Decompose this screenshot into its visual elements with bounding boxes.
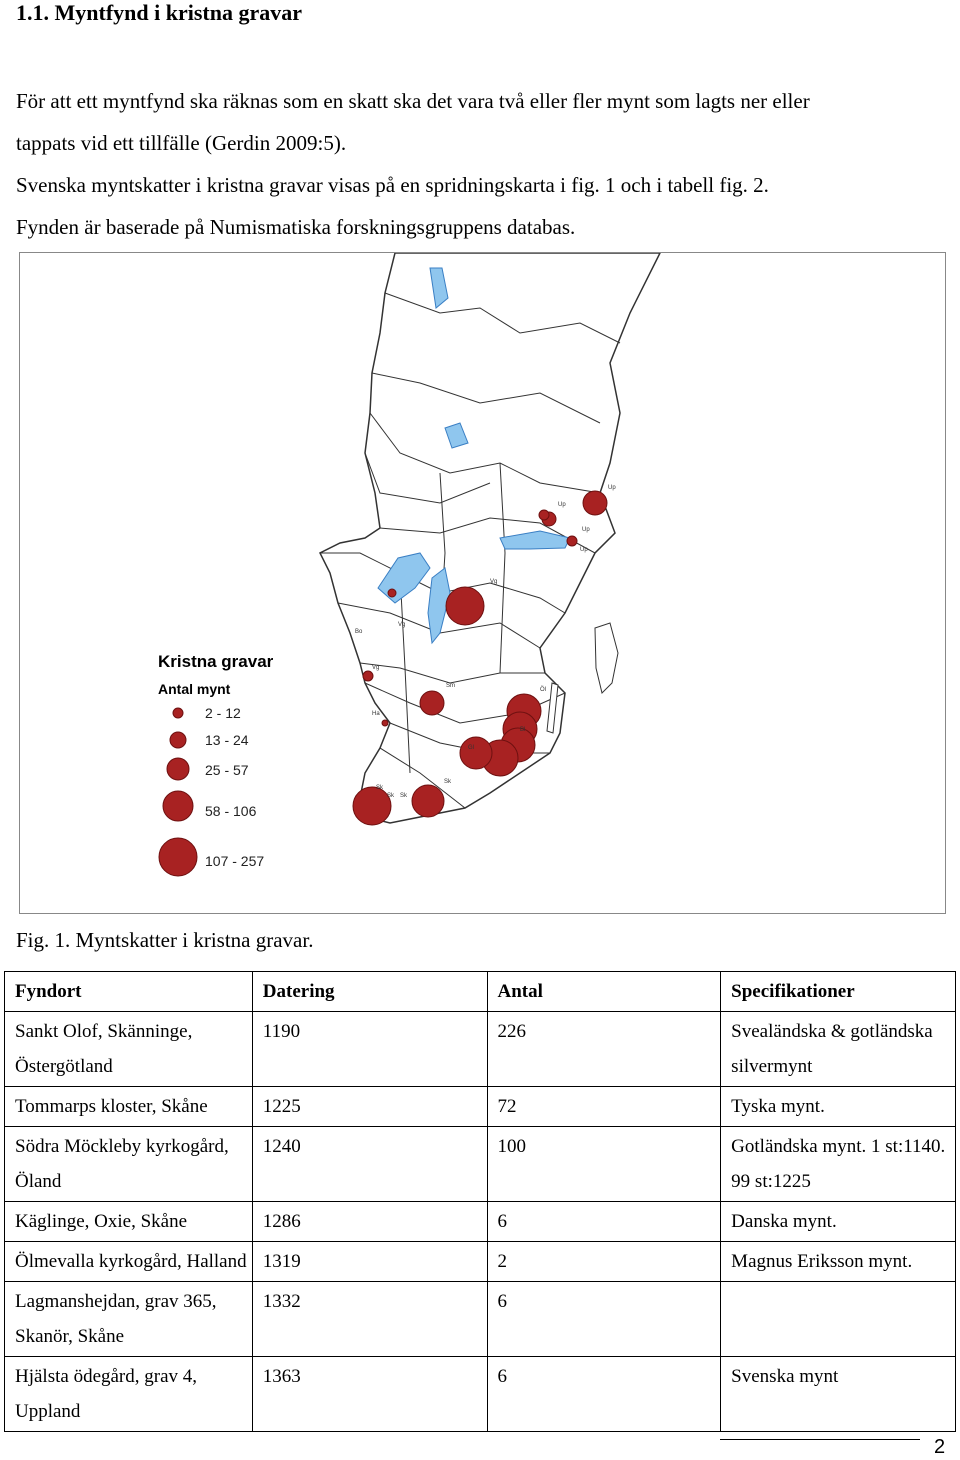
marker xyxy=(446,587,484,625)
table-cell: 100 xyxy=(487,1127,721,1202)
marker xyxy=(567,536,577,546)
table-cell: 226 xyxy=(487,1012,721,1087)
table-cell: 6 xyxy=(487,1202,721,1242)
marker xyxy=(382,720,388,726)
legend-class: 58 - 106 xyxy=(205,803,257,819)
legend-class: 25 - 57 xyxy=(205,762,249,778)
province-label: Ha xyxy=(372,711,380,717)
table-cell: Svealändska & gotländska silvermynt xyxy=(721,1012,956,1087)
paragraph-line: tappats vid ett tillfälle (Gerdin 2009:5). xyxy=(16,131,347,155)
table-row xyxy=(5,1127,956,1202)
legend-title: Kristna gravar xyxy=(158,652,274,671)
legend-class: 107 - 257 xyxy=(205,853,265,869)
table-cell: 1225 xyxy=(252,1087,487,1127)
province-label: Up xyxy=(580,547,588,553)
province-label: Up xyxy=(558,502,566,508)
table-cell: Käglinge, Oxie, Skåne xyxy=(5,1202,253,1242)
marker xyxy=(412,785,444,817)
table-cell: Tommarps kloster, Skåne xyxy=(5,1087,253,1127)
table-row xyxy=(5,1242,956,1282)
page-number: 2 xyxy=(934,1436,946,1458)
legend-subtitle: Antal mynt xyxy=(158,681,231,697)
legend-marker xyxy=(167,758,189,780)
table-row xyxy=(5,1202,956,1242)
province-label: Up xyxy=(582,527,590,533)
paragraph-line: Svenska myntskatter i kristna gravar visas på en spridningskarta i fig. 1 och i tabell fig. 2. xyxy=(16,173,769,197)
paragraph-line: Fynden är baserade på Numismatiska forskningsgruppens databas. xyxy=(16,215,576,239)
map-legend xyxy=(158,652,274,876)
legend-marker xyxy=(170,732,186,748)
province-label: Vg xyxy=(372,665,380,671)
paragraph-line: För att ett myntfynd ska räknas som en skatt ska det vara två eller fler mynt som lagts ner eller xyxy=(16,89,810,113)
column-header: Antal xyxy=(487,972,721,1012)
marker xyxy=(460,737,492,769)
table-cell: Gotländska mynt. 1 st:1140. 99 st:1225 xyxy=(721,1127,956,1202)
legend-class: 2 - 12 xyxy=(205,705,241,721)
figure-caption: Fig. 1. Myntskatter i kristna gravar. xyxy=(16,928,314,952)
table-cell: 2 xyxy=(487,1242,721,1282)
column-header: Specifikationer xyxy=(721,972,956,1012)
table-cell: 6 xyxy=(487,1282,721,1357)
marker xyxy=(583,491,607,515)
table-cell: Sankt Olof, Skänninge, Östergötland xyxy=(5,1012,253,1087)
column-header: Fyndort xyxy=(5,972,253,1012)
column-header: Datering xyxy=(252,972,487,1012)
table-cell: 1363 xyxy=(252,1357,487,1432)
table-cell: Lagmanshejdan, grav 365, Skanör, Skåne xyxy=(5,1282,253,1357)
legend-marker xyxy=(163,791,193,821)
table-cell: 1240 xyxy=(252,1127,487,1202)
table-cell: Södra Möckleby kyrkogård, Öland xyxy=(5,1127,253,1202)
table-cell: Ölmevalla kyrkogård, Halland xyxy=(5,1242,253,1282)
province-label: Bo xyxy=(355,629,363,635)
table-cell: 1286 xyxy=(252,1202,487,1242)
province-label: Sk xyxy=(444,779,452,785)
marker xyxy=(539,510,549,520)
table-cell xyxy=(721,1282,956,1357)
legend-marker xyxy=(173,708,183,718)
table-cell: 6 xyxy=(487,1357,721,1432)
marker xyxy=(353,787,391,825)
province-label: Vg xyxy=(398,622,406,628)
table-cell: Magnus Eriksson mynt. xyxy=(721,1242,956,1282)
table-cell: 72 xyxy=(487,1087,721,1127)
table-cell: Svenska mynt xyxy=(721,1357,956,1432)
table-cell: 1190 xyxy=(252,1012,487,1087)
province-label: Bl xyxy=(520,727,526,733)
sweden-outline xyxy=(320,253,660,823)
table-row xyxy=(5,1087,956,1127)
province-label: Öl xyxy=(540,687,546,693)
intro-paragraph xyxy=(16,80,951,248)
table-header-row xyxy=(5,972,956,1012)
distribution-map xyxy=(19,252,946,914)
table-row xyxy=(5,1282,956,1357)
province-label: Sk xyxy=(400,793,408,799)
province-label: Sk xyxy=(376,785,384,791)
table-cell: Tyska mynt. xyxy=(721,1087,956,1127)
table-cell: Danska mynt. xyxy=(721,1202,956,1242)
table-cell: 1332 xyxy=(252,1282,487,1357)
marker xyxy=(388,589,396,597)
section-heading: 1.1. Myntfynd i kristna gravar xyxy=(16,0,302,25)
province-label: Gl xyxy=(468,745,474,751)
table-row xyxy=(5,1357,956,1432)
legend-class: 13 - 24 xyxy=(205,732,249,748)
province-label: Sm xyxy=(446,683,455,689)
page-rule xyxy=(720,1439,920,1440)
table-cell: 1319 xyxy=(252,1242,487,1282)
province-label: Vg xyxy=(490,579,498,585)
legend-marker xyxy=(159,838,197,876)
table-row xyxy=(5,1012,956,1087)
marker xyxy=(363,671,373,681)
table-cell: Hjälsta ödegård, grav 4, Uppland xyxy=(5,1357,253,1432)
gotland-island xyxy=(595,623,618,693)
finds-table xyxy=(4,971,956,1432)
marker xyxy=(420,691,444,715)
province-label: Up xyxy=(608,485,616,491)
province-label: Sk xyxy=(387,793,395,799)
